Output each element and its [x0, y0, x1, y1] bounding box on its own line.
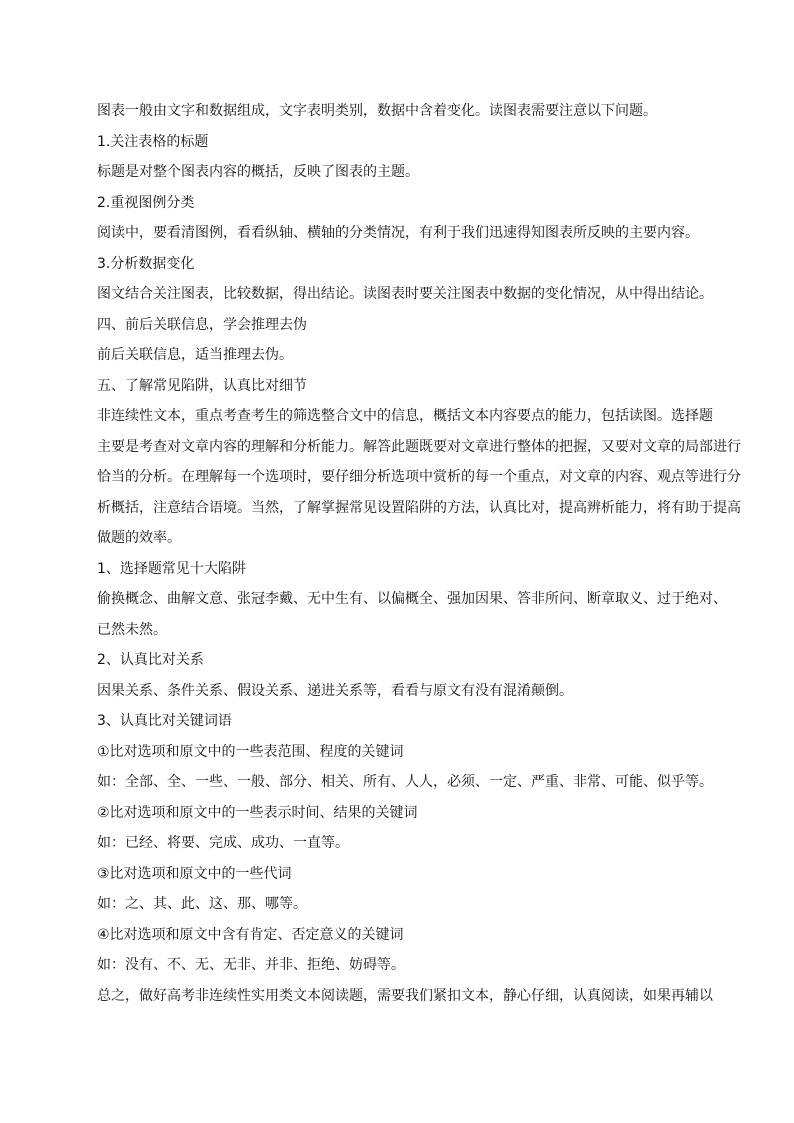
text-line: 标题是对整个图表内容的概括，反映了图表的主题。 [97, 164, 419, 180]
subheading-ten-traps: 1、选择题常见十大陷阱 [97, 560, 246, 577]
paragraph-traps [97, 401, 741, 554]
keyword-example: 如：之、其、此、这、那、哪等。 [97, 896, 307, 912]
paragraph-line: 析概括，注意结合语境。当然，了解掌握常见设置陷阱的方法，认真比对，提高辨析能力，将有助于提高 [97, 499, 741, 516]
keyword-item: ②比对选项和原文中的一些表示时间、结果的关键词 [97, 804, 418, 821]
keyword-item: ①比对选项和原文中的一些表范围、程度的关键词 [97, 743, 404, 760]
paragraph-line: 偷换概念、曲解文意、张冠李戴、无中生有、以偏概全、强加因果、答非所问、断章取义、过于绝对、 [97, 591, 727, 607]
keyword-example: 如：已经、将要、完成、成功、一直等。 [97, 835, 349, 851]
paragraph-line: 恰当的分析。在理解每一个选项时，要仔细分析选项中赏析的每一个重点，对文章的内容、观点等进行分 [97, 469, 741, 485]
document-body [97, 96, 741, 1011]
subheading-relations: 2、认真比对关系 [97, 652, 204, 668]
keyword-item: ③比对选项和原文中的一些代词 [97, 865, 292, 882]
paragraph-line: 非连续性文本，重点考查考生的筛选整合文中的信息，概括文本内容要点的能力，包括读图。选择题 [97, 408, 713, 424]
subheading-title: 1.关注表格的标题 [97, 133, 209, 150]
text-line: 前后关联信息，适当推理去伪。 [97, 347, 293, 363]
keyword-example: 如：没有、不、无、无非、并非、拒绝、妨碍等。 [97, 957, 405, 973]
intro-line: 图表一般由文字和数据组成，文字表明类别，数据中含着变化。读图表需要注意以下问题。 [97, 103, 657, 119]
keyword-example: 如：全部、全、一些、一般、部分、相关、所有、人人，必须、一定、严重、非常、可能、似乎等。 [97, 774, 713, 790]
paragraph-line: 已然未然。 [97, 621, 167, 638]
keyword-item: ④比对选项和原文中含有肯定、否定意义的关键词 [97, 926, 404, 943]
subheading-data: 3.分析数据变化 [97, 255, 195, 272]
section-heading-4: 四、前后关联信息，学会推理去伪 [97, 316, 307, 333]
paragraph-line: 做题的效率。 [97, 530, 181, 546]
paragraph-line: 主要是考查对文章内容的理解和分析能力。解答此题既要对文章进行整体的把握，又要对文章的局部进行 [97, 438, 741, 455]
conclusion-line: 总之，做好高考非连续性实用类文本阅读题，需要我们紧扣文本，静心仔细，认真阅读，如果再辅以 [97, 987, 713, 1004]
section-heading-5: 五、了解常见陷阱，认真比对细节 [97, 377, 307, 394]
subheading-legend: 2.重视图例分类 [97, 194, 195, 211]
text-line: 阅读中，要看清图例，看看纵轴、横轴的分类情况，有利于我们迅速得知图表所反映的主要内容。 [97, 225, 699, 241]
text-line: 因果关系、条件关系、假设关系、递进关系等，看看与原文有没有混淆颠倒。 [97, 682, 573, 699]
text-line: 图文结合关注图表，比较数据，得出结论。读图表时要关注图表中数据的变化情况，从中得出结论。 [97, 286, 713, 302]
subheading-keywords: 3、认真比对关键词语 [97, 713, 232, 729]
